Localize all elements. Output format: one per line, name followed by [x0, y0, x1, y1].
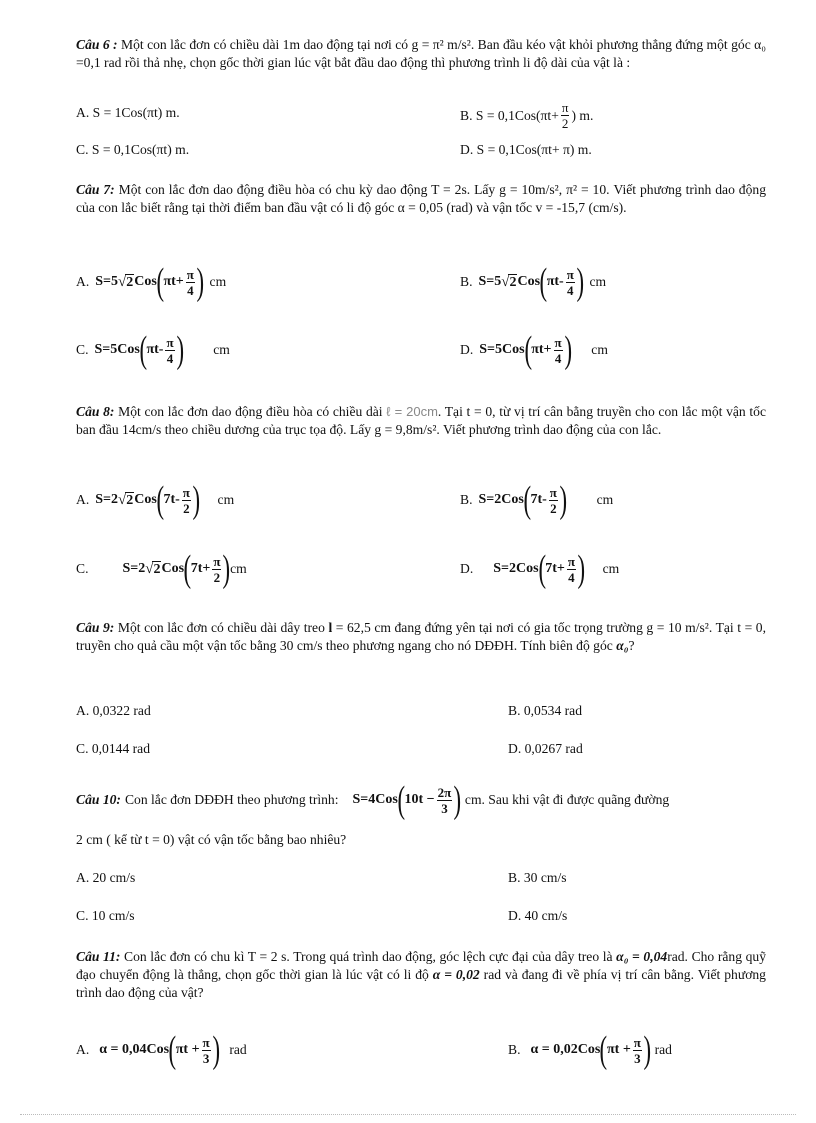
q8-option-b[interactable]: B. S=2Cos ( 7t- $\frac{\pi}{2}$ ) cm [460, 479, 614, 521]
q9-option-a[interactable]: A. 0,0322 rad [76, 703, 151, 718]
question-6-stem [76, 36, 766, 72]
q8-option-a[interactable]: A. S=2 √ 2 Cos ( 7t- $\frac{\pi}{2}$ ) cm [76, 479, 235, 521]
question-9 [76, 619, 766, 655]
formula: α = 0,04Cos ( πt + $\frac{\pi}{3}$ ) [99, 1029, 220, 1071]
q6-option-d[interactable]: D. S = 0,1Cos(πt+ π) m. [460, 142, 592, 157]
question-8 [76, 403, 766, 439]
question-11 [76, 948, 766, 1002]
q6-option-b[interactable]: B. S = 0,1Cos(πt+ $\frac{\pi}{2}$ ) m. [460, 100, 594, 131]
question-7-text: Một con lắc đơn dao động điều hòa có chu kỳ dao động T = 2s. Lấy g = 10m/s², π² = 10. Viết phương trình dao động của con lắc biết rằng tại thời điểm ban đầu vật có li độ góc α = 0,05 (rad) và vận tốc v = -15,7 (cm/s). [76, 182, 766, 215]
q7-option-c[interactable]: C. S=5Cos ( πt- $\frac{\pi}{4}$ ) cm [76, 329, 230, 371]
question-11-stem: Câu 11: Con lắc đơn có chu kì T = 2 s. Trong quá trình dao động, góc lệch cực đại của dây treo là α₀ = 0,04rad. Cho rằng quỹ đạo chuyển động là thẳng, chọn gốc thời gian là lúc vật có li độ α = 0,02 rad và đang đi về phía vị trí cân bằng. Viết phương trình dao động của vật? [76, 949, 767, 1000]
q10-option-c[interactable]: C. 10 cm/s [76, 908, 135, 923]
question-10: Câu 10: Con lắc đơn DĐĐH theo phương trình: S=4Cos ( 10t − $\frac{2\pi}{3}$ ) cm. Sau khi vật đi được quãng đường [76, 779, 670, 821]
formula: S=2Cos ( 7t+ $\frac{\pi}{4}$ ) [493, 548, 586, 590]
q7-option-d[interactable]: D. S=5Cos ( πt+ $\frac{\pi}{4}$ ) cm [460, 329, 608, 371]
q6-option-a[interactable]: A. S = 1Cos(πt) m. [76, 105, 180, 120]
question-10-line2: 2 cm ( kể từ t = 0) vật có vận tốc bằng bao nhiêu? [76, 832, 347, 847]
q9-option-c[interactable]: C. 0,0144 rad [76, 741, 151, 756]
formula: S=2Cos ( 7t- $\frac{\pi}{2}$ ) [478, 479, 568, 521]
q7-option-b[interactable]: B. S=5 √ 2 Cos ( πt- $\frac{\pi}{4}$ ) cm [460, 261, 607, 303]
q8-option-d[interactable]: D. S=2Cos ( 7t+ $\frac{\pi}{4}$ ) cm [460, 548, 620, 590]
page-bottom-divider [20, 1114, 796, 1115]
question-9-stem: Câu 9: Một con lắc đơn có chiều dài dây treo l = 62,5 cm đang đứng yên tại nơi có gia tốc trọng trường g = 10 m/s². Tại t = 0, truyền cho quả cầu một vận tốc bằng 30 cm/s theo phương ngang cho nó DĐĐH. Tính biên độ góc α₀? [76, 620, 766, 653]
q9-option-b[interactable]: B. 0,0534 rad [508, 703, 583, 718]
question-7 [76, 181, 766, 217]
formula: S=5Cos ( πt- $\frac{\pi}{4}$ ) [94, 329, 184, 371]
q11-option-b[interactable]: B. α = 0,02Cos ( πt + $\frac{\pi}{3}$ ) rad [508, 1029, 672, 1071]
fraction: $\frac{\pi}{2}$ [561, 100, 569, 131]
question-6-text: Một con lắc đơn có chiều dài 1m dao động tại nơi có g = π² m/s². Ban đầu kéo vật khỏi phương thẳng đứng một góc α₀ =0,1 rad rồi thả nhẹ, chọn gốc thời gian lúc vật bắt đầu dao động thì phương trình li độ dài của vật là : [76, 37, 767, 70]
q10-option-b[interactable]: B. 30 cm/s [508, 870, 567, 885]
formula: S=5Cos ( πt+ $\frac{\pi}{4}$ ) [479, 329, 572, 371]
q8-option-c[interactable]: C. S=2 √ 2 Cos ( 7t+ $\frac{\pi}{2}$ ) cm [76, 548, 247, 590]
q10-option-d[interactable]: D. 40 cm/s [508, 908, 568, 923]
question-6-label: Câu 6 : [76, 37, 118, 52]
question-11-label: Câu 11: [76, 949, 121, 964]
formula: S=2 √ 2 Cos ( 7t+ $\frac{\pi}{2}$ ) [122, 548, 231, 590]
q7-option-a[interactable]: A. S=5 √ 2 Cos ( πt+ $\frac{\pi}{4}$ ) cm [76, 261, 227, 303]
q10-option-a[interactable]: A. 20 cm/s [76, 870, 136, 885]
formula: S=5 √ 2 Cos ( πt- $\frac{\pi}{4}$ ) [478, 261, 584, 303]
formula: S=4Cos ( 10t − $\frac{2\pi}{3}$ ) [352, 779, 462, 821]
q6-option-c[interactable]: C. S = 0,1Cos(πt) m. [76, 142, 190, 157]
formula: S=2 √ 2 Cos ( 7t- $\frac{\pi}{2}$ ) [95, 479, 201, 521]
formula: S=5 √ 2 Cos ( πt+ $\frac{\pi}{4}$ ) [95, 261, 204, 303]
question-6 [76, 36, 766, 72]
formula: α = 0,02Cos ( πt + $\frac{\pi}{3}$ ) [530, 1029, 652, 1071]
question-10-label: Câu 10: [76, 792, 121, 807]
q11-option-a[interactable]: A. α = 0,04Cos ( πt + $\frac{\pi}{3}$ ) rad [76, 1029, 247, 1071]
question-8-stem: Câu 8: Một con lắc đơn dao động điều hòa có chiều dài ℓ = 20cm. Tại t = 0, từ vị trí cân bằng truyền cho con lắc một vận tốc ban đầu 14cm/s theo chiều dương của trục tọa độ. Lấy g = 9,8m/s². Viết phương trình dao động của con lắc. [76, 404, 766, 437]
length-formula: ℓ = 20cm [386, 404, 438, 419]
question-7-stem [76, 181, 766, 217]
question-9-label: Câu 9: [76, 620, 115, 635]
question-8-label: Câu 8: [76, 404, 115, 419]
q9-option-d[interactable]: D. 0,0267 rad [508, 741, 583, 756]
question-7-label: Câu 7: [76, 182, 115, 197]
